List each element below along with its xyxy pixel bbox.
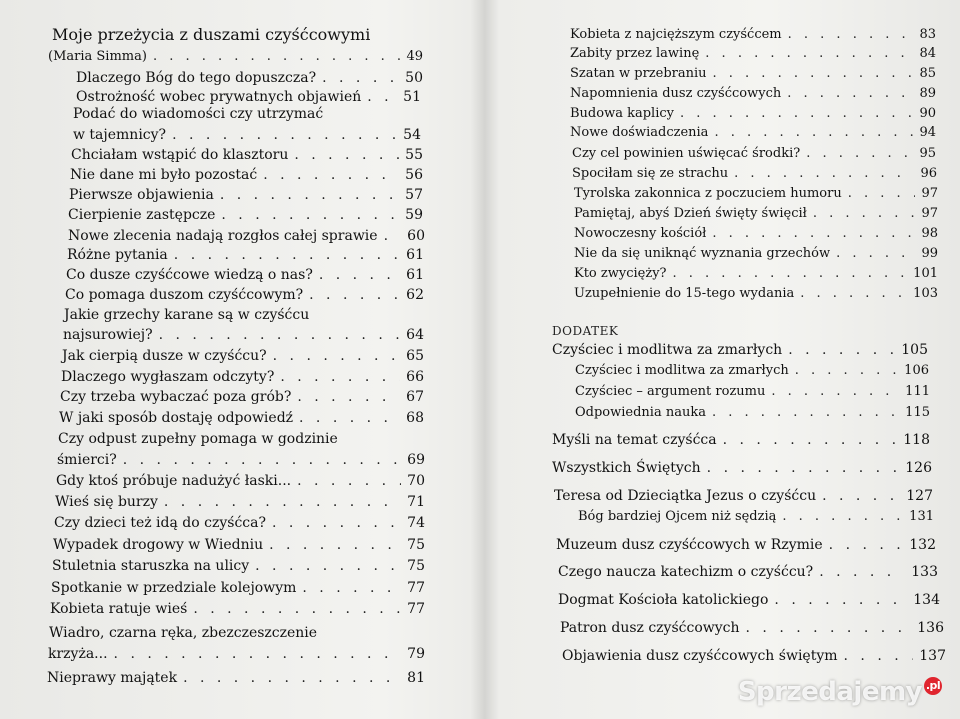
toc-entry: Cierpienie zastępcze . . . 59	[68, 207, 423, 223]
toc-entry: śmierci? . . . 69	[57, 452, 425, 468]
toc-entry: Budowa kaplicy . . . 90	[570, 106, 936, 121]
toc-entry: Pierwsze objawienia . . . 57	[69, 187, 423, 203]
toc-entry: Zabity przez lawinę . . . 84	[570, 46, 936, 61]
toc-entry: Kobieta z najcięższym czyśćcem . . . 83	[570, 27, 936, 42]
toc-entry-line: Wiadro, czarna ręka, zbezczeszczenie	[49, 625, 318, 641]
toc-entry: Co dusze czyśćcowe wiedzą o nas? . . . 61	[66, 267, 424, 283]
toc-entry: Patron dusz czyśćcowych . . . 136	[560, 620, 944, 636]
toc-entry: Ostrożność wobec prywatnych objawień . . . 51	[76, 89, 421, 105]
toc-entry: Wieś się burzy . . . 71	[55, 494, 425, 510]
toc-entry: Różne pytania . . . 61	[67, 247, 424, 263]
toc-entry-line: Podać do wiadomości czy utrzymać	[73, 106, 324, 122]
toc-entry: (Maria Simma) . . . 49	[48, 49, 423, 64]
toc-entry: Gdy ktoś próbuje nadużyć łaski... . . . 70	[56, 473, 425, 489]
right-page	[486, 0, 960, 719]
toc-entry: Czyściec i modlitwa za zmarłych . . . 105	[552, 342, 928, 358]
toc-entry: Chciałam wstąpić do klasztoru . . . 55	[71, 147, 423, 163]
toc-entry: Kto zwycięży? . . . 101	[574, 266, 938, 281]
toc-entry: W jaki sposób dostaję odpowiedź . . . 68	[59, 410, 424, 426]
appendix-label: DODATEK	[552, 324, 619, 338]
toc-entry: Muzeum dusz czyśćcowych w Rzymie . . . 132	[556, 537, 936, 553]
toc-entry: w tajemnicy? . . . 54	[73, 127, 421, 143]
toc-entry: Objawienia dusz czyśćcowych świętym . . . 137	[562, 648, 946, 664]
toc-entry: Bóg bardziej Ojcem niż sędzią . . . 131	[578, 509, 934, 524]
toc-entry: Czy cel powinien uświęcać środki? . . . 95	[572, 146, 936, 161]
toc-entry: Myśli na temat czyśćca . . . 118	[552, 432, 930, 448]
toc-entry: Nieprawy majątek . . . 81	[47, 670, 425, 686]
toc-entry: Czyściec – argument rozumu . . . 111	[575, 384, 930, 399]
toc-entry: Nie dane mi było pozostać . . . 56	[70, 167, 423, 183]
toc-entry: Dogmat Kościoła katolickiego . . . 134	[558, 592, 940, 608]
toc-entry: Dlaczego wygłaszam odczyty? . . . 66	[61, 369, 424, 385]
toc-entry: Czego naucza katechizm o czyśćcu? . . . 133	[558, 564, 938, 580]
toc-entry: Stuletnia staruszka na ulicy . . . 75	[52, 558, 425, 574]
toc-entry: Nowe doświadczenia . . . 94	[570, 125, 936, 140]
toc-entry: Czy trzeba wybaczać poza grób? . . . 67	[60, 389, 424, 405]
toc-entry: Spociłam się ze strachu . . . 96	[572, 166, 937, 181]
toc-entry: Wszystkich Świętych . . . 126	[552, 460, 932, 476]
toc-entry: Nie da się uniknąć wyznania grzechów . . . 99	[574, 246, 938, 261]
toc-entry: Tyrolska zakonnica z poczuciem humoru . . . 97	[574, 186, 938, 201]
toc-entry: Nowoczesny kościół . . . 98	[574, 226, 938, 241]
toc-entry: Co pomaga duszom czyśćcowym? . . . 62	[65, 287, 424, 303]
section-title: Moje przeżycia z duszami czyśćcowymi	[52, 25, 371, 44]
toc-entry: najsurowiej? . . . 64	[63, 327, 424, 343]
toc-entry: Uzupełnienie do 15-tego wydania . . . 103	[574, 286, 938, 301]
toc-entry: Odpowiednia nauka . . . 115	[575, 405, 930, 420]
toc-entry: Szatan w przebraniu . . . 85	[570, 66, 936, 81]
toc-entry: Czyściec i modlitwa za zmarłych . . . 106	[575, 363, 929, 378]
toc-entry: Kobieta ratuje wieś . . . 77	[50, 601, 425, 617]
toc-entry: krzyża... . . . 79	[48, 646, 425, 662]
toc-entry: Pamiętaj, abyś Dzień święty święcił . . . 97	[574, 206, 938, 221]
toc-entry: Jak cierpią dusze w czyśćcu? . . . 65	[62, 348, 424, 364]
watermark-logo: Sprzedajemy .pl	[737, 677, 941, 707]
toc-entry: Wypadek drogowy w Wiedniu . . . 75	[53, 537, 425, 553]
toc-entry-line: Czy odpust zupełny pomaga w godzinie	[58, 431, 338, 447]
toc-entry: Dlaczego Bóg do tego dopuszcza? . . . 50	[76, 70, 423, 86]
toc-entry: Teresa od Dzieciątka Jezus o czyśćcu . . . 127	[554, 488, 933, 504]
toc-entry: Napomnienia dusz czyśćcowych . . . 89	[570, 86, 936, 101]
toc-entry-line: Jakie grzechy karane są w czyśćcu	[64, 307, 310, 323]
toc-entry: Nowe zlecenia nadają rozgłos całej sprawie . . . 60	[68, 228, 425, 244]
toc-entry: Czy dzieci też idą do czyśćca? . . . 74	[54, 515, 425, 531]
toc-entry: Spotkanie w przedziale kolejowym . . . 77	[51, 580, 425, 596]
